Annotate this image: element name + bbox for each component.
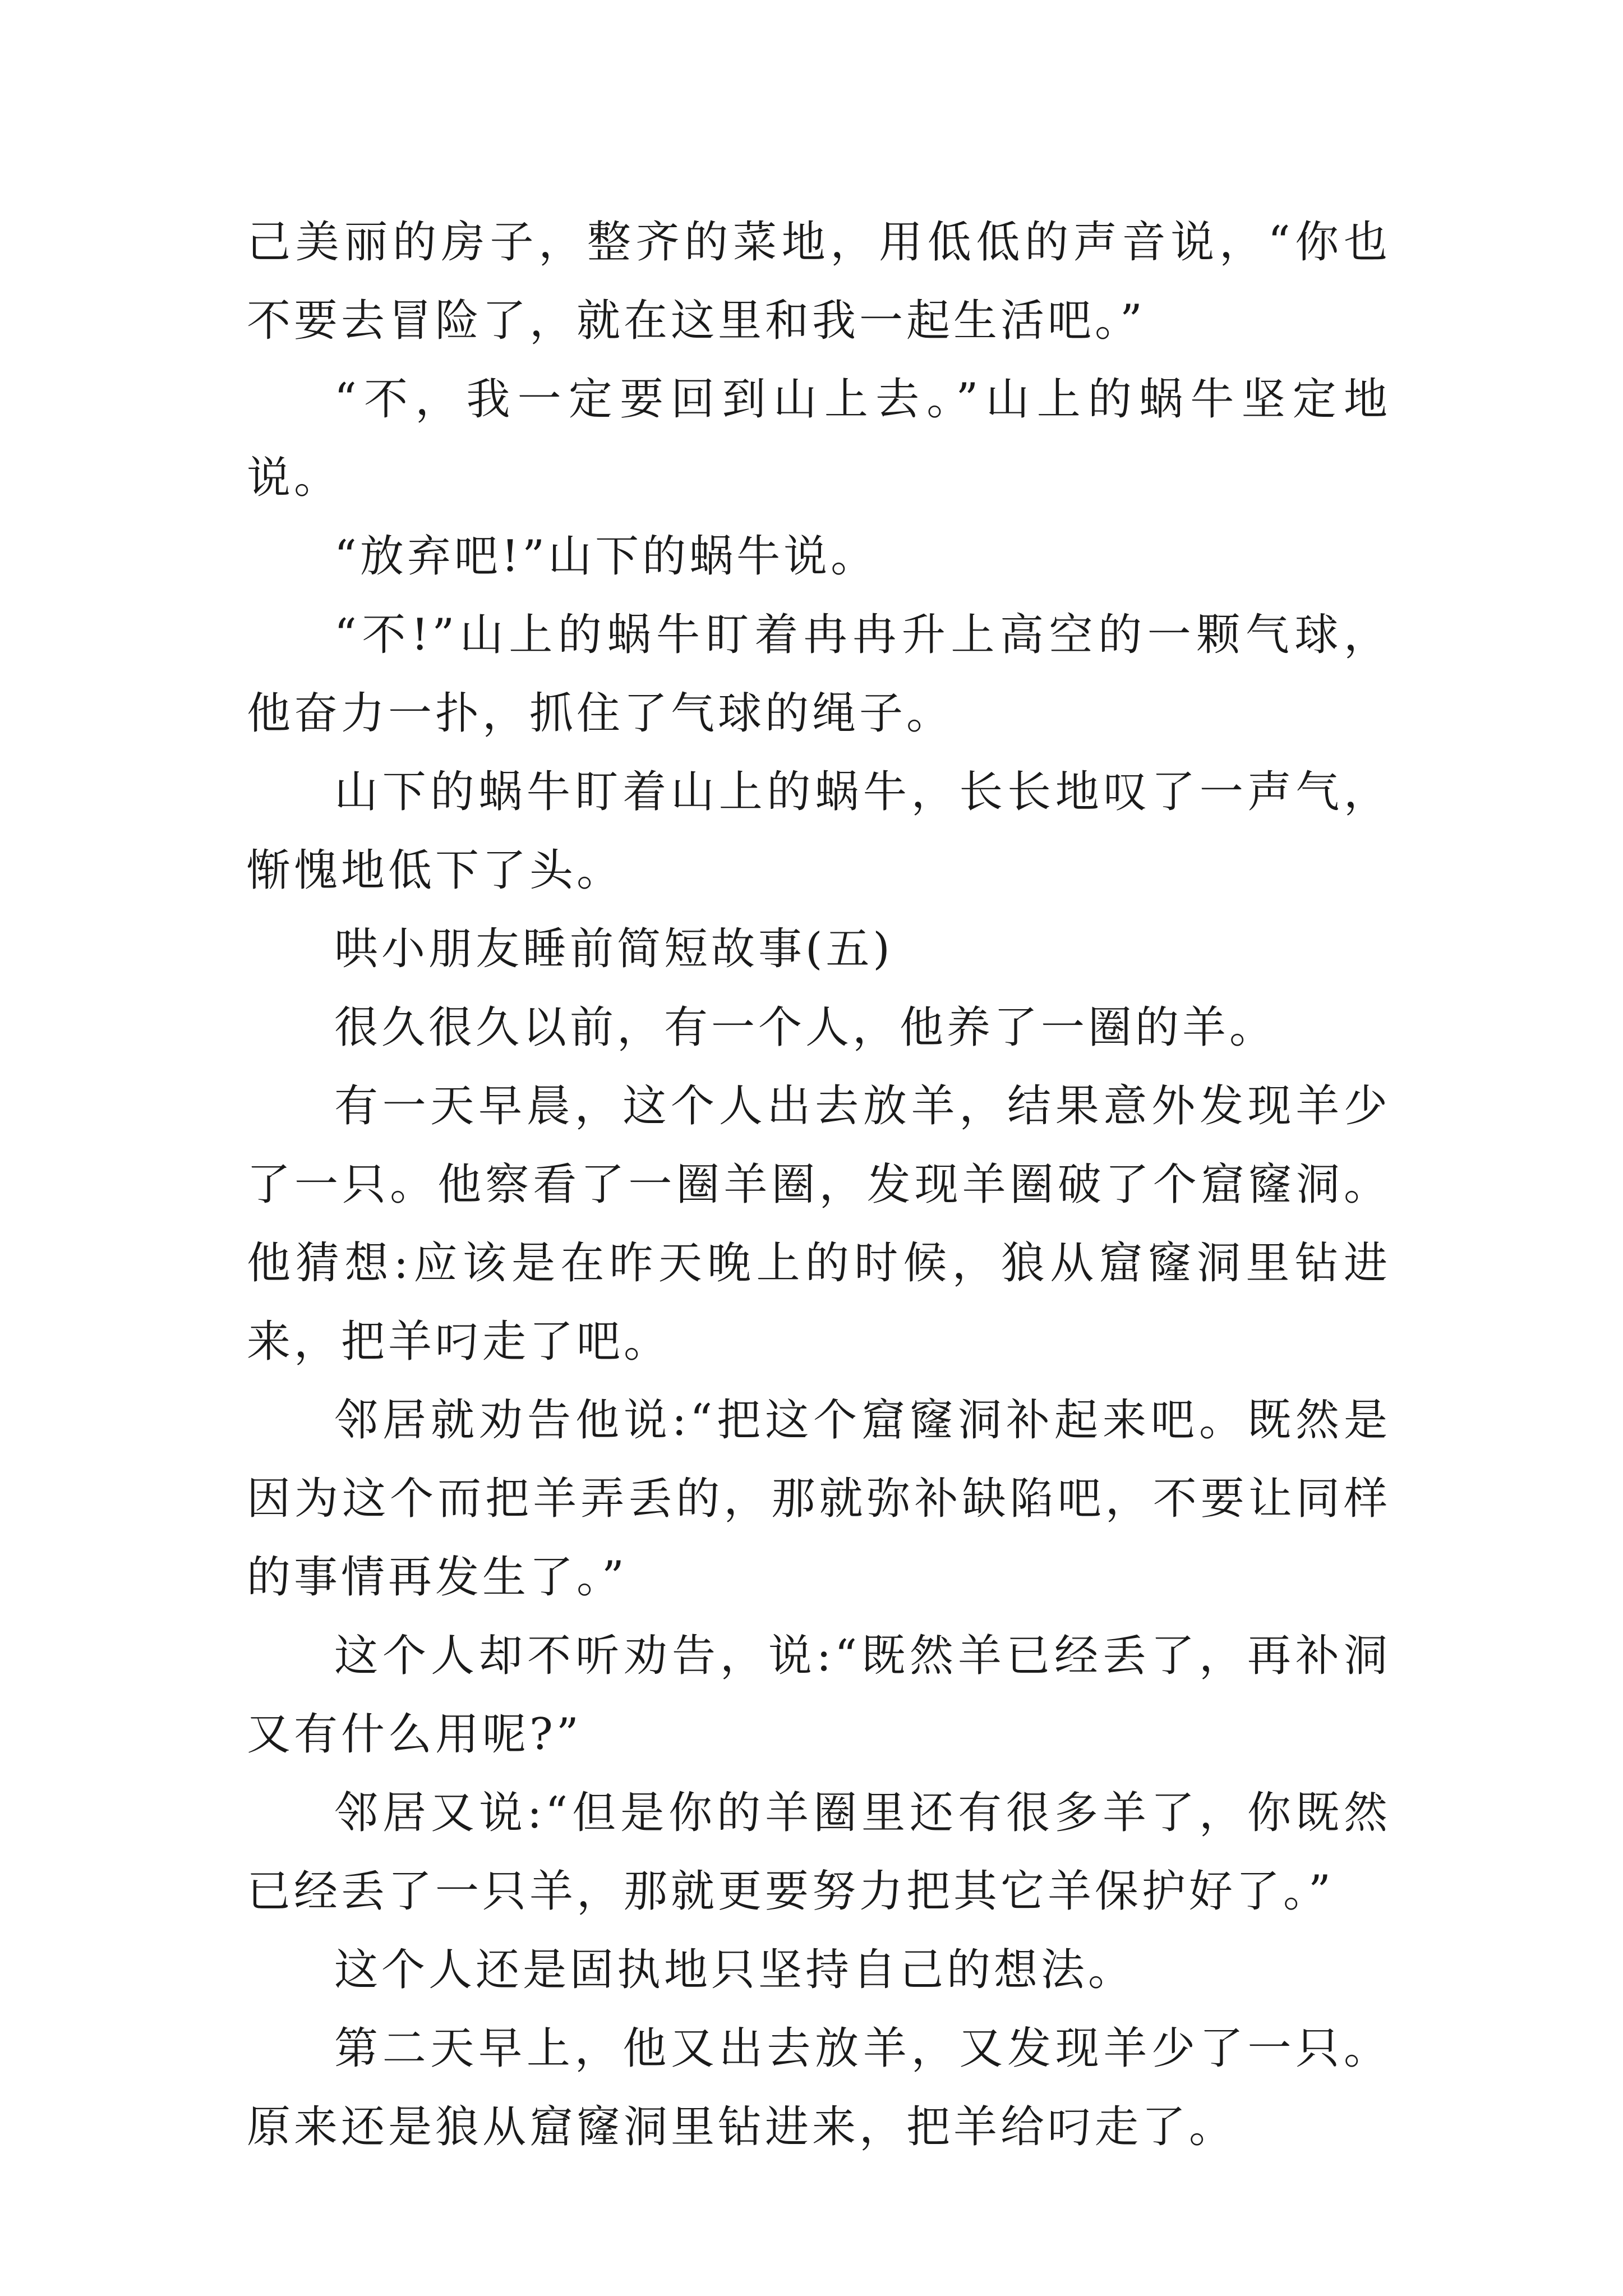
- paragraph: 这个人还是固执地只坚持自己的想法。: [334, 1945, 1136, 1995]
- paragraph: 这个人却不听劝告，说:“既然羊已经丢了，再补洞又有什么用呢?”: [247, 1631, 1391, 1760]
- paragraph: 第二天早上，他又出去放羊，又发现羊少了一只。原来还是狼从窟窿洞里钻进来，把羊给叼走了。: [247, 2023, 1391, 2152]
- paragraph: 有一天早晨，这个人出去放羊，结果意外发现羊少了一只。他察看了一圈羊圈，发现羊圈破了个窟窿洞。他猜想:应该是在昨天晚上的时候，狼从窟窿洞里钻进来，把羊叼走了吧。: [247, 1081, 1391, 1367]
- paragraph: “放弃吧!”山下的蜗牛说。: [334, 531, 878, 582]
- paragraph: “不，我一定要回到山上去。”山上的蜗牛坚定地说。: [247, 374, 1391, 503]
- document-page: [247, 203, 1391, 2166]
- paragraph: 邻居就劝告他说:“把这个窟窿洞补起来吧。既然是因为这个而把羊弄丢的，那就弥补缺陷吧，不要让同样的事情再发生了。”: [247, 1395, 1391, 1603]
- paragraph: 山下的蜗牛盯着山上的蜗牛，长长地叹了一声气，惭愧地低下了头。: [247, 767, 1391, 896]
- paragraph: 己美丽的房子，整齐的菜地，用低低的声音说，“你也不要去冒险了，就在这里和我一起生活吧。”: [247, 217, 1391, 346]
- paragraph: 很久很久以前，有一个人，他养了一圈的羊。: [334, 1002, 1277, 1053]
- story-heading: 哄小朋友睡前简短故事(五): [334, 924, 893, 974]
- paragraph: 邻居又说:“但是你的羊圈里还有很多羊了，你既然已经丢了一只羊，那就更要努力把其它羊保护好了。”: [247, 1788, 1391, 1917]
- paragraph: “不!”山上的蜗牛盯着冉冉升上高空的一颗气球，他奋力一扑，抓住了气球的绳子。: [247, 610, 1391, 739]
